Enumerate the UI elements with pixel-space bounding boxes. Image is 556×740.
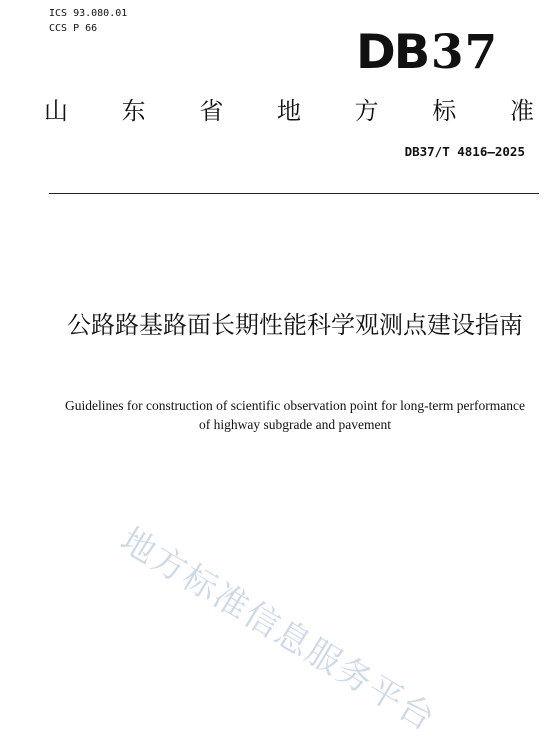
english-title-line: Guidelines for construction of scientific observation point for long-term performance — [65, 398, 525, 413]
english-title — [40, 396, 550, 434]
chinese-title: 公路路基路面长期性能科学观测点建设指南 — [67, 311, 523, 339]
standard-type-char: 山 — [44, 97, 68, 125]
db37-logo — [356, 25, 499, 80]
standard-type-char: 省 — [199, 97, 224, 125]
standard-number: DB37/T 4816—2025 — [404, 144, 525, 159]
standard-type-char: 方 — [354, 97, 379, 125]
ccs-code: CCS P 66 — [49, 23, 98, 34]
logo-number: 37 — [430, 25, 499, 80]
standard-type-char: 东 — [121, 97, 146, 125]
ics-code: ICS 93.080.01 — [49, 8, 128, 19]
header-divider — [49, 193, 539, 194]
logo-letters: DB — [356, 25, 429, 80]
watermark: 地方标准信息服务平台 — [113, 520, 443, 740]
english-title-line: of highway subgrade and pavement — [199, 417, 391, 432]
standard-type-char: 地 — [276, 97, 301, 125]
standard-type-char: 标 — [432, 97, 457, 125]
standard-type-char: 准 — [509, 97, 534, 125]
standard-type-heading — [44, 96, 534, 126]
